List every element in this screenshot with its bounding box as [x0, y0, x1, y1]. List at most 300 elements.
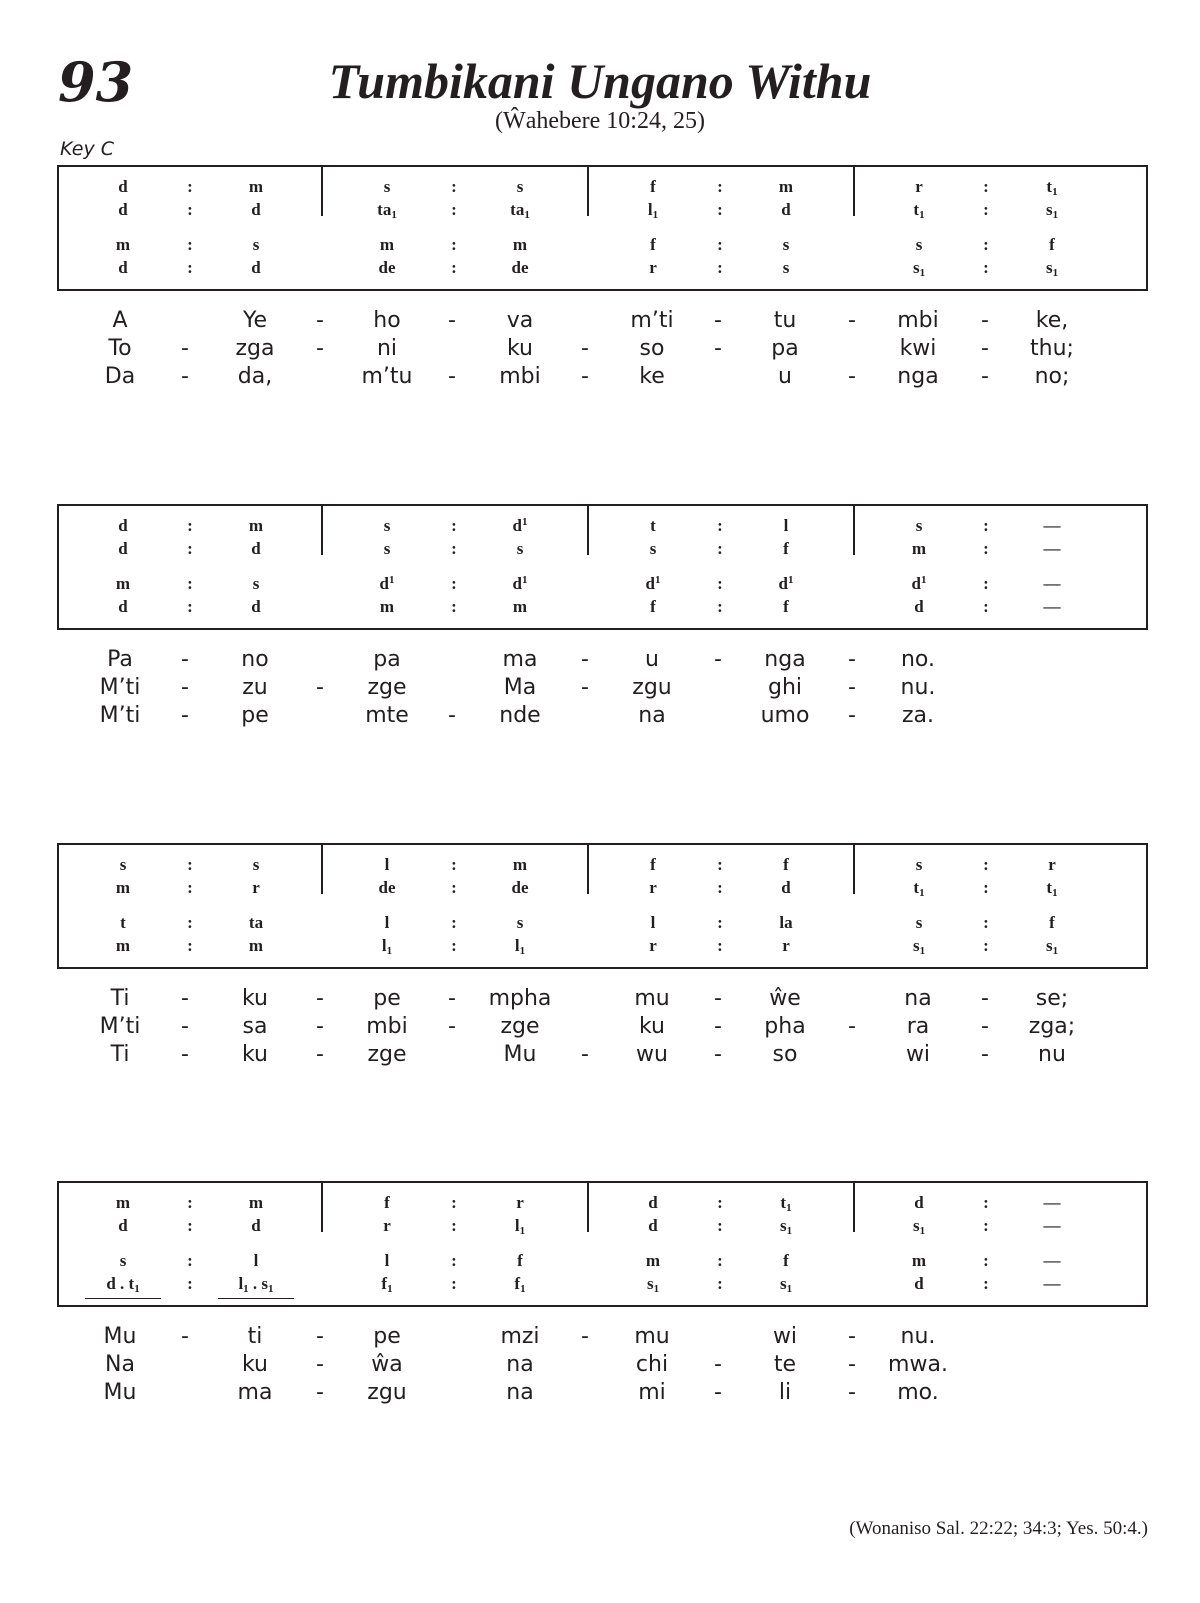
beat-colon: : [717, 1216, 723, 1235]
lyric-syllable: ti [247, 1324, 263, 1349]
lyric-hyphen: - [581, 675, 589, 700]
solfa-note: de [511, 878, 529, 897]
lyric-hyphen: - [714, 336, 722, 361]
beat-colon: : [451, 1193, 457, 1212]
solfa-note: d [251, 1216, 261, 1235]
hymn-number: 93 [58, 50, 134, 114]
beat-colon: : [451, 1251, 457, 1270]
solfa-note: la [779, 913, 793, 932]
lyric-hyphen: - [316, 336, 324, 361]
beat-colon: : [187, 936, 193, 955]
barline [321, 506, 323, 555]
beat-colon: : [451, 516, 457, 535]
beat-colon: : [983, 258, 989, 277]
stave-system-2 [57, 504, 1148, 630]
lyric-syllable: da, [237, 364, 273, 389]
lyric-syllable: pha [764, 1014, 806, 1039]
lyric-hyphen: - [848, 308, 856, 333]
solfa-note: m [115, 574, 131, 593]
lyric-syllable: zga; [1028, 1014, 1076, 1039]
lyric-syllable: mzi [500, 1324, 540, 1349]
note-grouping-underline [85, 1298, 161, 1299]
solfa-note: t [650, 516, 656, 535]
solfa-note: r [649, 258, 657, 277]
lyric-syllable: ra [906, 1014, 930, 1039]
lyric-syllable: thu; [1030, 336, 1074, 361]
lyric-hyphen: - [581, 364, 589, 389]
solfa-note: $l_1$ [647, 200, 659, 221]
beat-colon: : [717, 1193, 723, 1212]
lyric-hyphen: - [181, 1014, 189, 1039]
beat-colon: : [717, 878, 723, 897]
lyric-syllable: mbi [897, 308, 939, 333]
solfa-note: d [118, 258, 128, 277]
lyric-syllable: na [506, 1380, 534, 1405]
solfa-note: $t_1$ [1046, 177, 1058, 198]
solfa-note: r [782, 936, 790, 955]
solfa-note: $d^1$ [512, 516, 528, 535]
lyric-syllable: tu [773, 308, 797, 333]
solfa-note: $s_1$ [912, 936, 926, 957]
lyric-syllable: pa [771, 336, 799, 361]
lyric-syllable: mbi [366, 1014, 408, 1039]
beat-colon: : [983, 539, 989, 558]
lyric-syllable: ku [506, 336, 533, 361]
solfa-note: r [516, 1193, 524, 1212]
lyric-syllable: ke [639, 364, 665, 389]
solfa-note: m [379, 597, 395, 616]
solfa-note: — [1043, 574, 1061, 593]
barline [587, 1183, 589, 1232]
beat-colon: : [187, 258, 193, 277]
beat-colon: : [983, 1274, 989, 1293]
lyric-syllable: va [506, 308, 534, 333]
solfa-note: l [384, 1251, 390, 1270]
beat-colon: : [983, 1193, 989, 1212]
solfa-note: $ta_1$ [377, 200, 397, 221]
solfa-note: $s_1$ [1045, 936, 1059, 957]
solfa-note: m [911, 539, 927, 558]
lyric-syllable: so [772, 1042, 798, 1067]
solfa-note: $f_1$ [514, 1274, 526, 1295]
solfa-note: — [1043, 1193, 1061, 1212]
solfa-note: s [252, 855, 260, 874]
solfa-note: s [383, 516, 391, 535]
lyric-hyphen: - [316, 1380, 324, 1405]
lyric-hyphen: - [581, 1042, 589, 1067]
beat-colon: : [451, 200, 457, 219]
beat-colon: : [717, 539, 723, 558]
solfa-note: s [252, 235, 260, 254]
lyric-hyphen: - [848, 1014, 856, 1039]
lyric-syllable: Ti [110, 986, 130, 1011]
lyric-syllable: li [778, 1380, 792, 1405]
lyric-syllable: Mu [503, 1042, 537, 1067]
solfa-note: s [516, 913, 524, 932]
lyric-hyphen: - [316, 1014, 324, 1039]
lyric-syllable: Ti [110, 1042, 130, 1067]
beat-colon: : [451, 574, 457, 593]
solfa-note: d [118, 516, 128, 535]
solfa-note: f [650, 235, 656, 254]
solfa-note: m [248, 936, 264, 955]
beat-colon: : [451, 1274, 457, 1293]
solfa-note: f [783, 597, 789, 616]
lyric-hyphen: - [316, 675, 324, 700]
solfa-note: $t_1$ [913, 200, 925, 221]
lyric-syllable: kwi [899, 336, 937, 361]
lyric-syllable: na [506, 1352, 534, 1377]
lyric-syllable: sa [242, 1014, 268, 1039]
lyric-syllable: A [112, 308, 128, 333]
solfa-note: $d^1$ [645, 574, 661, 593]
solfa-note: m [115, 878, 131, 897]
solfa-note: — [1043, 539, 1061, 558]
solfa-note: d [251, 597, 261, 616]
solfa-note: m [512, 235, 528, 254]
solfa-note: d [118, 539, 128, 558]
lyric-syllable: m’tu [361, 364, 413, 389]
note-grouping-underline [218, 1298, 294, 1299]
lyric-syllable: mpha [488, 986, 552, 1011]
solfa-note: f [783, 1251, 789, 1270]
solfa-note: s [915, 913, 923, 932]
beat-colon: : [451, 258, 457, 277]
solfa-note: $s_1$ [912, 1216, 926, 1237]
solfa-note: de [378, 258, 396, 277]
solfa-note: r [383, 1216, 391, 1235]
beat-colon: : [187, 177, 193, 196]
beat-colon: : [983, 855, 989, 874]
lyric-syllable: Ye [242, 308, 268, 333]
solfa-note: $l_1$ [514, 1216, 526, 1237]
lyric-hyphen: - [714, 647, 722, 672]
lyric-syllable: M’ti [99, 1014, 141, 1039]
solfa-note: $s_1$ [779, 1274, 793, 1295]
solfa-note: $l_1$ [381, 936, 393, 957]
solfa-note: — [1043, 1251, 1061, 1270]
beat-colon: : [983, 1216, 989, 1235]
solfa-note: s [915, 855, 923, 874]
solfa-note: m [645, 1251, 661, 1270]
solfa-note: m [115, 1193, 131, 1212]
solfa-note: $t_1$ [780, 1193, 792, 1214]
solfa-note: $s_1$ [779, 1216, 793, 1237]
lyric-syllable: mu [634, 986, 670, 1011]
lyric-syllable: zge [500, 1014, 540, 1039]
solfa-note: d [118, 200, 128, 219]
lyric-hyphen: - [581, 336, 589, 361]
solfa-note: d [648, 1193, 658, 1212]
solfa-note: m [115, 936, 131, 955]
lyric-hyphen: - [181, 1324, 189, 1349]
solfa-note: d [781, 200, 791, 219]
solfa-note: l [253, 1251, 259, 1270]
lyric-hyphen: - [981, 986, 989, 1011]
solfa-note: s [119, 855, 127, 874]
lyric-hyphen: - [714, 1352, 722, 1377]
beat-colon: : [187, 878, 193, 897]
beat-colon: : [451, 878, 457, 897]
barline [853, 506, 855, 555]
barline [321, 845, 323, 894]
solfa-note: — [1043, 597, 1061, 616]
lyric-syllable: nga [764, 647, 806, 672]
lyric-hyphen: - [316, 1352, 324, 1377]
lyric-syllable: nu. [900, 1324, 936, 1349]
solfa-note: r [252, 878, 260, 897]
lyric-syllable: ni [376, 336, 398, 361]
solfa-note: $d^1$ [911, 574, 927, 593]
solfa-note: r [649, 878, 657, 897]
lyric-hyphen: - [714, 1014, 722, 1039]
solfa-note: de [378, 878, 396, 897]
lyric-hyphen: - [316, 1042, 324, 1067]
key-signature: Key C [60, 138, 115, 160]
solfa-note: l [650, 913, 656, 932]
solfa-note: d [251, 258, 261, 277]
solfa-note: m [248, 1193, 264, 1212]
solfa-note: d [914, 1274, 924, 1293]
lyric-syllable: mbi [499, 364, 541, 389]
beat-colon: : [187, 574, 193, 593]
lyric-hyphen: - [316, 308, 324, 333]
solfa-note: d [118, 1216, 128, 1235]
solfa-note: d [648, 1216, 658, 1235]
solfa-note: s [516, 539, 524, 558]
lyric-syllable: mi [638, 1380, 666, 1405]
solfa-note: — [1043, 1274, 1061, 1293]
solfa-note: $f_1$ [381, 1274, 393, 1295]
barline [321, 167, 323, 216]
lyric-hyphen: - [448, 703, 456, 728]
beat-colon: : [717, 574, 723, 593]
lyric-syllable: nga [897, 364, 939, 389]
lyric-syllable: pa [373, 647, 401, 672]
lyric-hyphen: - [181, 986, 189, 1011]
beat-colon: : [451, 597, 457, 616]
beat-colon: : [451, 855, 457, 874]
lyric-hyphen: - [448, 1014, 456, 1039]
stave-system-3 [57, 843, 1148, 969]
beat-colon: : [187, 235, 193, 254]
solfa-note: s [383, 539, 391, 558]
beat-colon: : [187, 1274, 193, 1293]
solfa-note: f [1049, 913, 1055, 932]
solfa-note: m [248, 516, 264, 535]
stave-system-4 [57, 1181, 1148, 1307]
lyric-hyphen: - [448, 308, 456, 333]
beat-colon: : [187, 539, 193, 558]
lyric-syllable: ŵe [769, 986, 801, 1011]
beat-colon: : [717, 1274, 723, 1293]
solfa-note: m [248, 177, 264, 196]
lyric-syllable: mte [365, 703, 409, 728]
lyric-hyphen: - [848, 1352, 856, 1377]
solfa-note: m [911, 1251, 927, 1270]
beat-colon: : [451, 1216, 457, 1235]
barline [587, 506, 589, 555]
barline [587, 167, 589, 216]
beat-colon: : [983, 574, 989, 593]
solfa-note: s [516, 177, 524, 196]
barline [853, 167, 855, 216]
solfa-note: s [915, 516, 923, 535]
lyric-hyphen: - [714, 308, 722, 333]
lyric-hyphen: - [848, 364, 856, 389]
lyric-syllable: u [778, 364, 792, 389]
lyric-hyphen: - [316, 986, 324, 1011]
solfa-note: de [511, 258, 529, 277]
lyric-syllable: ku [638, 1014, 665, 1039]
lyric-syllable: ku [241, 1042, 268, 1067]
solfa-note: m [512, 855, 528, 874]
lyric-syllable: To [108, 336, 132, 361]
solfa-note: s [782, 235, 790, 254]
lyric-syllable: na [904, 986, 932, 1011]
solfa-note: f [384, 1193, 390, 1212]
lyric-hyphen: - [848, 1380, 856, 1405]
beat-colon: : [717, 936, 723, 955]
beat-colon: : [983, 200, 989, 219]
lyric-hyphen: - [714, 1042, 722, 1067]
lyric-syllable: Na [105, 1352, 135, 1377]
solfa-note: s [252, 574, 260, 593]
lyric-syllable: pe [241, 703, 269, 728]
lyric-hyphen: - [714, 1380, 722, 1405]
solfa-note: s [782, 258, 790, 277]
solfa-note: $t_1$ [913, 878, 925, 899]
lyric-syllable: nu [1038, 1042, 1066, 1067]
beat-colon: : [451, 177, 457, 196]
lyric-hyphen: - [181, 703, 189, 728]
lyric-syllable: mwa. [888, 1352, 948, 1377]
barline [853, 1183, 855, 1232]
lyric-syllable: Da [104, 364, 136, 389]
beat-colon: : [187, 200, 193, 219]
lyric-hyphen: - [181, 1042, 189, 1067]
solfa-note: f [650, 177, 656, 196]
solfa-note: d [781, 878, 791, 897]
stave-system-1 [57, 165, 1148, 291]
barline [853, 845, 855, 894]
lyric-syllable: Mu [103, 1324, 137, 1349]
lyric-syllable: no; [1034, 364, 1070, 389]
beat-colon: : [451, 235, 457, 254]
lyric-syllable: ŵa [371, 1352, 403, 1377]
lyric-syllable: pe [373, 1324, 401, 1349]
solfa-note: m [379, 235, 395, 254]
lyric-hyphen: - [181, 364, 189, 389]
lyric-hyphen: - [714, 986, 722, 1011]
beat-colon: : [187, 1216, 193, 1235]
solfa-note: $t_1$ [1046, 878, 1058, 899]
lyric-syllable: so [639, 336, 665, 361]
lyric-syllable: nu. [900, 675, 936, 700]
beat-colon: : [187, 1193, 193, 1212]
lyric-syllable: no. [900, 647, 935, 672]
lyric-syllable: zga [235, 336, 275, 361]
solfa-note: f [650, 597, 656, 616]
lyric-hyphen: - [848, 1324, 856, 1349]
beat-colon: : [983, 1251, 989, 1270]
lyric-syllable: M’ti [99, 703, 141, 728]
solfa-note: d [914, 597, 924, 616]
solfa-note: $d^1$ [778, 574, 794, 593]
lyric-hyphen: - [448, 986, 456, 1011]
lyric-hyphen: - [181, 647, 189, 672]
lyric-syllable: mu [634, 1324, 670, 1349]
lyric-syllable: ho [373, 308, 401, 333]
lyric-syllable: chi [635, 1352, 669, 1377]
beat-colon: : [983, 936, 989, 955]
solfa-note: s [915, 235, 923, 254]
solfa-note: $l_1$ [514, 936, 526, 957]
lyric-syllable: pe [373, 986, 401, 1011]
lyric-syllable: Ma [503, 675, 537, 700]
lyric-syllable: m’ti [630, 308, 674, 333]
lyric-hyphen: - [448, 364, 456, 389]
solfa-note: r [915, 177, 923, 196]
solfa-note: $s_1$ [1045, 200, 1059, 221]
beat-colon: : [717, 855, 723, 874]
solfa-note: $s_1$ [646, 1274, 660, 1295]
lyric-syllable: M’ti [99, 675, 141, 700]
solfa-note: $s_1$ [912, 258, 926, 279]
beat-colon: : [983, 597, 989, 616]
solfa-note: r [1048, 855, 1056, 874]
solfa-note: f [650, 855, 656, 874]
solfa-note: $d^1$ [379, 574, 395, 593]
solfa-note: m [512, 597, 528, 616]
solfa-note: d . $t_1$ [106, 1274, 140, 1295]
solfa-note: s [119, 1251, 127, 1270]
solfa-note: f [1049, 235, 1055, 254]
lyric-syllable: te [773, 1352, 797, 1377]
solfa-note: m [778, 177, 794, 196]
lyric-syllable: ma [237, 1380, 273, 1405]
beat-colon: : [451, 539, 457, 558]
lyric-syllable: mo. [897, 1380, 939, 1405]
solfa-note: l [384, 913, 390, 932]
beat-colon: : [717, 597, 723, 616]
beat-colon: : [983, 913, 989, 932]
lyric-syllable: wi [905, 1042, 931, 1067]
beat-colon: : [717, 177, 723, 196]
barline [321, 1183, 323, 1232]
solfa-note: f [783, 855, 789, 874]
solfa-note: t [120, 913, 126, 932]
lyric-syllable: u [645, 647, 659, 672]
beat-colon: : [983, 177, 989, 196]
solfa-note: f [783, 539, 789, 558]
solfa-note: d [914, 1193, 924, 1212]
footer-reference: (Wonaniso Sal. 22:22; 34:3; Yes. 50:4.) [849, 1518, 1148, 1539]
beat-colon: : [451, 913, 457, 932]
beat-colon: : [187, 913, 193, 932]
solfa-note: r [649, 936, 657, 955]
beat-colon: : [187, 516, 193, 535]
lyric-hyphen: - [581, 1324, 589, 1349]
lyric-syllable: zgu [367, 1380, 407, 1405]
lyric-syllable: Pa [107, 647, 133, 672]
lyric-syllable: Mu [103, 1380, 137, 1405]
lyric-syllable: wi [772, 1324, 798, 1349]
solfa-note: d [118, 177, 128, 196]
lyric-hyphen: - [848, 647, 856, 672]
solfa-note: $d^1$ [512, 574, 528, 593]
beat-colon: : [717, 516, 723, 535]
